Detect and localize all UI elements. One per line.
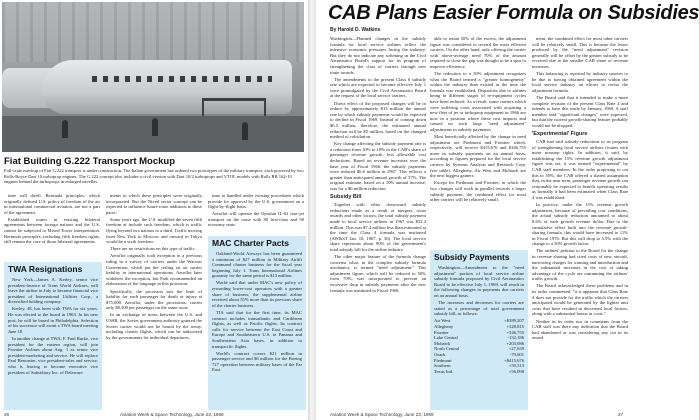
- paragraph: Washington—Amendment to the "need adjustment" portion of local service airline subsidy formula proposed by Civil Aeronautics Board to be effective July 1, 1969, will result in the following changes in payments due carriers on an annual basis.: [434, 265, 524, 298]
- table-row: Frontier +346,755: [434, 329, 524, 335]
- paragraph: Oakland-World Airways has been guaranteed a minimum of $27 million in Military Airlift Command charter business for the fiscal year beginning July 1. Trans International Airlines guaranty for the same period is $13 million.: [212, 251, 302, 279]
- paragraph: CAB had said subsidy reductions to its program of strengthening local service airlines (routes with more nonstop rights. In addition, it said, by establishing the 15% revenue growth adjustment figure was set, it was termed "experimental" by CAB staff members. In the order proposing to cut this to 50%, the CAB offered a shared assumption that, in the near term, passenger revenue growth can reasonably be expected to benefit operating results as formally it had been estimated when Class Rate 4 was established.: [532, 139, 628, 201]
- table-row: Air West +$389,207: [434, 318, 524, 324]
- paragraph: time to handled under existing procedures which provide for approval by the U.S. government on a flight-by-flight basis.: [208, 193, 304, 210]
- paragraph: World's contract covers $21 million in passenger service and $6 million for the Boeing 727 operation between military bases of the Far East.: [212, 350, 302, 373]
- photo-caption-title: Fiat Building G.222 Transport Mockup: [4, 156, 176, 167]
- byline: By Harold D. Watkins: [330, 27, 381, 33]
- aircraft-mockup-photo: [2, 2, 304, 152]
- subsidy-payments-box: [430, 250, 528, 410]
- page-number: 26: [4, 412, 10, 417]
- right-column-2: [430, 36, 526, 246]
- paragraph: In another change at TWA, F. Paul Burke, vice president for the eastern region, will join Frontier Airlines about Aug. 1 as senior vice president-marketing and service. He will replace Paul Bencaster, vice president-sales and service, who is leaving to become executive vice president of Subsidiary Inc. of Delaware.: [8, 335, 98, 375]
- table-row: Southern +59,313: [434, 363, 524, 369]
- paragraph: Some years ago, the U.S. modified the seven fifth freedom at include such freedom, which is traffic flying beyond two nations to a third. Traffic moving from New York to Moscow and onward to Tokyo would be a sixth freedom.: [106, 216, 202, 245]
- paragraph: The reduction to a 50% adjustment recognizes what the Board termed a "greater homogeneity" within the industry than existed at the time the formula was established. Disparities due to airlines being in different stages of re-equipment cycles have been reduced. As a result, some carriers which were suffering costs associated with acquiring a new fleet of jet or turboprop equipment in 1966 are now in a position where these cost impacts and caused no such large "need adjustment" adjustments in subsidy payments.: [430, 71, 526, 132]
- left-column-1: [4, 193, 100, 246]
- box-title: Subsidy Payments: [434, 252, 510, 262]
- paragraph: Kerley, 48, has been with TWA for six years. He was elected to the board in 1963. In his new post, he will be based in Philadelphia. Selection of his successor will await a TWA board meeting June 18.: [8, 306, 98, 334]
- article-headline: CAB Plans Easier Formula on Subsidies: [328, 2, 699, 24]
- table-row: Ozark -79,601: [434, 351, 524, 357]
- paragraph: The other major feature of the formula change concerns what, in the complex subsidy formula mechanics, is termed "need adjustment." This adjustment figure, which will be reduced to 50% from 70%, was incorporated to prevent an excessive drop in subsidy payments after the new formula was instituted in Fiscal 1966.: [330, 253, 426, 293]
- table-row: Texas Intl. +56,098: [434, 368, 524, 374]
- subsidy-table: [434, 318, 524, 374]
- table-row: Allegheny +328,815: [434, 323, 524, 329]
- paragraph: New York—James A. Kerley, senior vice president-finance of Trans World Airlines, will leave the airline in July to become financial vice president of International Utilities Corp., a diversified holding company.: [8, 277, 98, 305]
- paragraph: Together with other downward subsidy reductions made as a result of mergers, route awards and other factors, the total subsidy payment made to local service airlines in 1967 was $52.2 million. This was $7.4 million less than estimated at the time the Class 4 formula was instituted (AW&ST Jan. 10, 1967, p. 36). The local service share represents about 90% of the government's total subsidy bill for the airline industry.: [330, 202, 426, 252]
- folio-text: Aviation Week & Space Technology, June 23, 1969: [120, 412, 224, 417]
- table-row: Lake Central -132,186: [434, 335, 524, 341]
- folio-text: Aviation Week & Space Technology, June 23, 1969: [330, 412, 434, 417]
- paragraph: Aeroflot will operate the Ilyushin IL-62 four-jet transport on the route with 80 first-class and 90 economy seats.: [208, 211, 304, 228]
- page-number: 27: [618, 412, 624, 417]
- paragraph: ments in which these principles were originally incorporated. But the Nixed sector concept can be expected to influence future route additions to these pacts.: [106, 193, 202, 215]
- photo-caption: Full-scale mockup of Fiat G.222 transport is under construction. The Italian government has ordered two prototypes of the military transport, each powered by two Rolls-Royce Dart 10 turboprop engines. The G.222 concept also includes a civil version with Dart 10/2 turboprops and VTOL models with Rolls RB 162-10 engines behind the turboprops in enlarged nacelles.: [4, 168, 304, 185]
- paragraph: Specifically, the provision sets the limit of liability for each passenger for death or injury at $75,000. Aeroflot, under the provisions, carries only $8,300 per passenger on the same route.: [106, 288, 202, 311]
- paragraph: In practice, under the 15% revenue growth adjustment, because of prevailing cost conditions, the actual subsidy reduction amounted to about 8.6% of each growth revenue dollar. Due to the cumulative effect built into the revenue growth-sharing formula, this would have increased to 11% in Fiscal 1970. But this will drop to 5.5% with the change to a 50% growth factor.: [532, 202, 628, 247]
- paragraph: In an exchange of notes between the U.S. and USSR, the Soviet government authority granted the Soviet carrier would not be bound by the treaty, including charter flights, which can be authorized by the governments for individual departures.: [106, 312, 202, 340]
- paragraph: Washington—Planned changes in the subsidy formula for local service airlines reflect the intensive economic pressures facing the industry. But they do not indicate any softening in the Civil Aeronautics Board's support for its program of strengthening the class of carriers through new route awards.: [330, 36, 426, 75]
- paragraph: Most beneficially affected by the change in need adjustment are Piedmont and Frontier which, respectively, will receive $415,676 and $346,755 more in subsidy payments on an annual basis, according to figures prepared for the local service carriers by Systems Analysis and Research Corp. (see table). Allegheny, Air West and Mohawk are the next biggest gainers.: [430, 134, 526, 179]
- paragraph: The airlines' petition to the Board for the change in revenue sharing had cited costs of new aircraft, narrowing charges for training and introduction and the substantial increases in the cost of taking advantage of the cycle are outrunning the airlines' traffic growth.: [532, 248, 628, 282]
- paragraph: time will dwell. Bermuda principles, which originally defined U.S. policy of freedom of the air in international commercial aviation, are not a part of the agreement.: [4, 193, 100, 215]
- paragraph: This balancing is reported by industry sources to be due to having obtained agreement within the local service industry on efforts to revise the adjustment formula.: [532, 71, 628, 93]
- paragraph: The increases and decreases for carriers are stated as a percentage of total government subsidy bill, as follows:: [434, 300, 524, 317]
- paragraph: Direct effect of the proposed changes will be to reduce by approximately $13 million the annual rate by which subsidy payments would be expected to decline in Fiscal 1969. Instead of coming down $6.5 million, therefore, the estimated annual reduction will be $5 million, based on the changed method of calculation.: [330, 100, 426, 140]
- table-row: Piedmont +$415,676: [434, 357, 524, 363]
- paragraph: Established routes in existing bilateral agreements between foreign nations and the U.S. cannot be subjected to Mixed Tower interpretation. Bermuda principles, including fifth freedom rights, still remain the core of those bilateral agreements.: [4, 216, 100, 245]
- right-column-3: [532, 36, 628, 410]
- tw-resignations-box: [4, 262, 102, 410]
- paragraph: Key change affecting the subsidy payment rate is a reduction from 10% to 10% in the CAB's share of passenger revenue growth, less allowable cost deductions. Based on revenue increases over the base year of Fiscal 1966, the subsidy payments were reduced $6.6 million in 1967. This reflects a greater than anticipated annual growth of 37%. The original estimate, based on a 10% annual increase, was for a $6 million reduction.: [330, 141, 426, 191]
- paragraph: able to retain 50% of the excess, the adjustment figure was considered to reward the most efficient carriers. On the other hand, only offering the carrier with above-average need 70% of the amount required to close the gap was thought to be a spur to improve efficiency.: [430, 36, 526, 69]
- paragraph: The amendments to the present Class 6 subsidy rate which are expected to become effective July 1 were promulgated by the Civil Aeronautics Board at the request of the local service carriers.: [330, 76, 426, 99]
- table-row: Mohawk +203,086: [434, 340, 524, 346]
- paragraph: Neither in its order nor in comments from the CAB staff was there any indication that the Board had abandoned or was considering any cut in its award: [532, 318, 628, 341]
- table-row: North Central +27,639: [434, 346, 524, 352]
- left-page: [0, 0, 308, 420]
- box-title: TWA Resignations: [8, 264, 83, 274]
- right-page: [316, 0, 699, 420]
- paragraph: TIA said that for the first time, its MAC contract includes transatlantic and Caribbean flights, as well as Pacific flights. Its contract calls for service between the East Coast and Europe and Southeastern U.S. to Panama and Southeastern Asia bases, in addition to transpacific flights.: [212, 309, 302, 349]
- paragraph: Aeroflot originally took exception to a previous ruling in a survey of carriers under the Warsaw Convention, which put the ceiling on air carrier liability in international operations. Aeroflot later withdrew the exception, but Park recommended an elaboration of the language in this provision.: [106, 253, 202, 287]
- paragraph: Except for Piedmont and Frontier, in which the two changes will work in parallel towards a larger subsidy payment, the combined effect for most other carriers will be relatively small.: [430, 180, 526, 203]
- paragraph: World said that under MAC's new policy of rewarding lower-cost operators with a greater share of business, the supplemental airline received about 55% more than its previous share of the charter business.: [212, 280, 302, 308]
- right-column-1: [330, 36, 426, 410]
- subhead: 'Experimental' Figure: [532, 130, 588, 137]
- subhead: Subsidy Bill: [330, 193, 362, 200]
- paragraph: The Board said that it intended to make a more complete revision of the present Class Rate 4 and intends to have this ready by January, 1969. A staff member said "significant changes" were expected, but that the current growth-sharing feature probably would not be dropped.: [532, 94, 628, 128]
- box-title: MAC Charter Pacts: [212, 238, 289, 248]
- left-column-3: [208, 193, 304, 230]
- spine-gutter: [308, 0, 316, 420]
- mac-charter-box: [208, 236, 306, 410]
- paragraph: The Board acknowledged these problems and in its order commented, "it is apparent that Class Rate 4 does not provide for the traffic which the carriers anticipated would be generated by the lighter unit costs that have resulted in decreased local factors, along with a substantial bonus in costs.": [532, 283, 628, 317]
- paragraph: There are no restrictions on this type of traffic.: [110, 246, 196, 252]
- paragraph: ment, the combined effect for most other carriers will be relatively small. This is because the lesser produced by the "need adjustment" revision generally will be offset by the greater subsidy to be received due to the smaller CAB share of revenue increases.: [532, 36, 628, 69]
- left-column-2: [106, 193, 202, 408]
